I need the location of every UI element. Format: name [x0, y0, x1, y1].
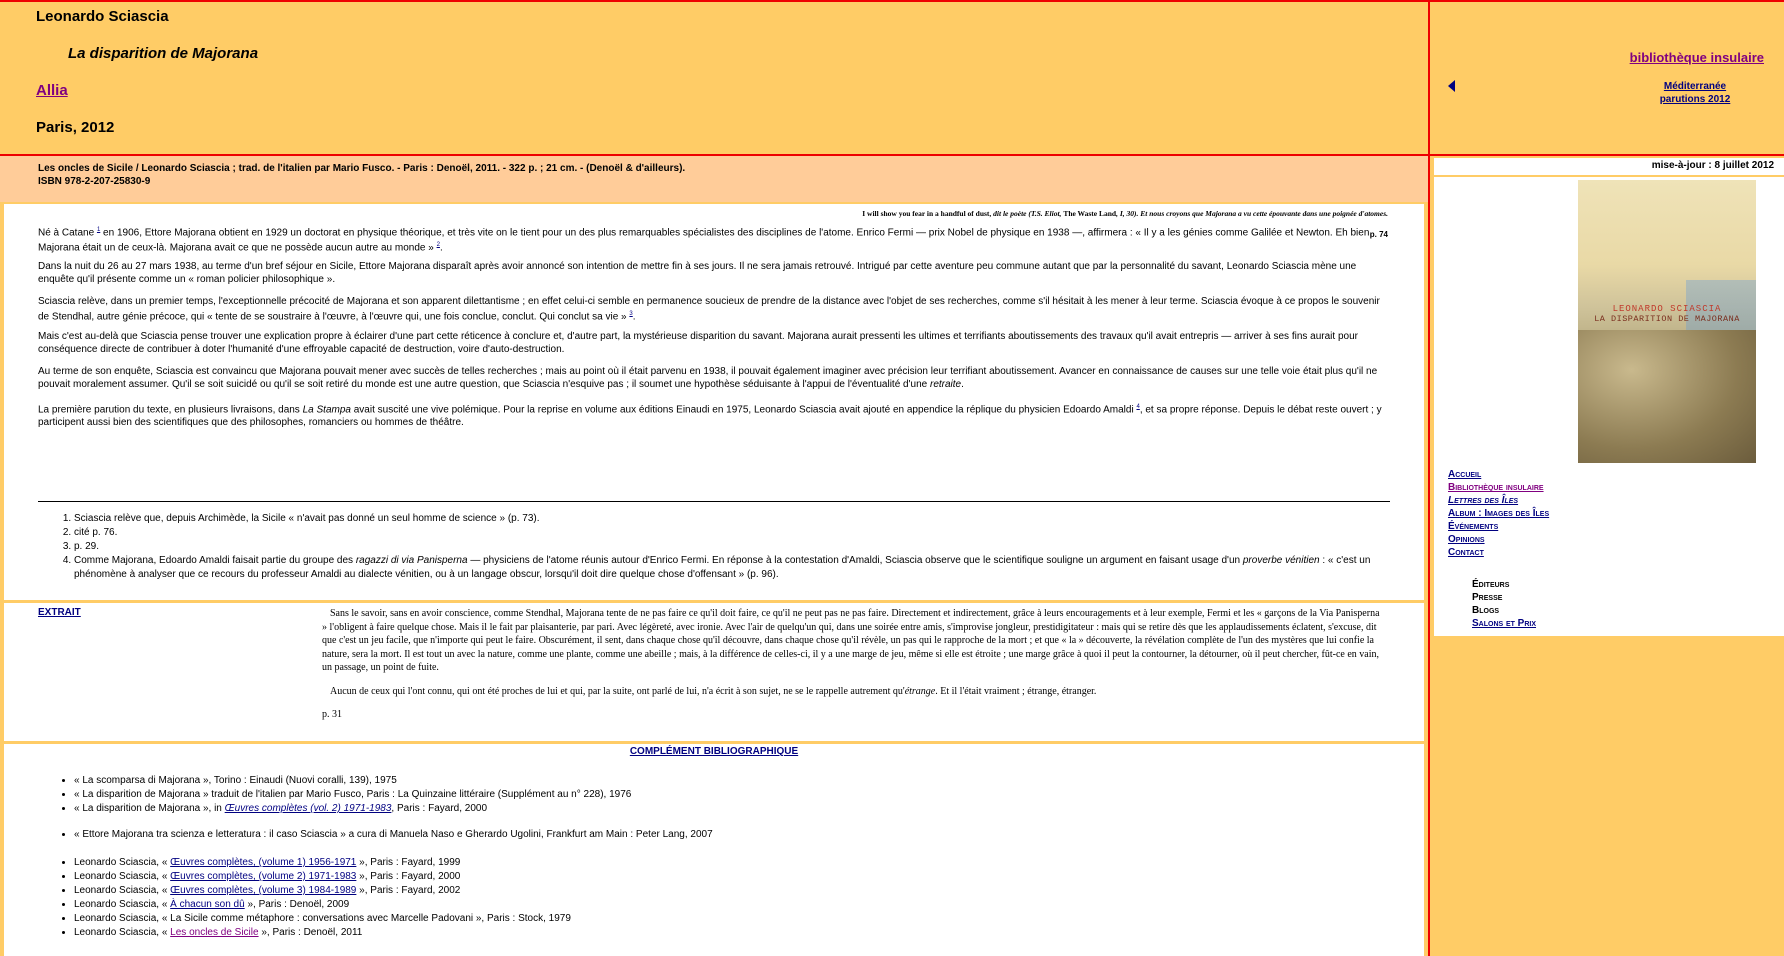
- paragraph-5: [38, 365, 1390, 391]
- extract-page: p. 31: [322, 709, 342, 720]
- oeuvres-vol3-link[interactable]: Œuvres complètes, (volume 3) 1984-1989: [170, 885, 357, 896]
- paragraph-2: Dans la nuit du 26 au 27 mars 1938, au terme d'un bref séjour en Sicile, Ettore Majorana disparaît après avoir annoncé son intention de mettre fin à ses jours. Il ne sera jamais retrouvé. Intrigué par cette aventure peu commune autant que par la personnalité du savant, Leonardo Sciascia mène une enquête qu'il présente comme un « roman policier philosophique ».: [38, 261, 1357, 285]
- text: , Paris : Fayard, 2000: [391, 803, 488, 814]
- epigraph-comment: , I, 30). Et nous croyons que Majorana a vu cette épouvante dans une poignée d'atomes.: [1116, 209, 1388, 218]
- menu-salons[interactable]: Salons et Prix: [1472, 618, 1537, 629]
- emphasis: La Stampa: [302, 404, 351, 416]
- epigraph-page: p. 74: [1369, 230, 1388, 239]
- book-cover-image: [1578, 180, 1756, 463]
- oeuvres-vol1-link[interactable]: Œuvres complètes, (volume 1) 1956-1971: [170, 857, 357, 868]
- menu-opinions[interactable]: Opinions: [1448, 534, 1485, 545]
- parutions-link[interactable]: parutions 2012: [1659, 94, 1731, 105]
- cover-author: LEONARDO SCIASCIA: [1612, 304, 1722, 314]
- section-divider: [0, 600, 1428, 602]
- mediterranee-link[interactable]: Méditerranée: [1663, 81, 1727, 92]
- list-item: [74, 926, 571, 940]
- extract-section: [4, 603, 1424, 741]
- bibliographic-record: [0, 156, 1428, 202]
- list-item: [74, 898, 571, 912]
- text: avait suscité une vive polémique. Pour la reprise en volume aux éditions Einaudi en 1975, Leonardo Sciascia avait ajouté en appendice la réplique du physicien Edoardo Amaldi: [350, 404, 1137, 416]
- epigraph: [862, 209, 1388, 218]
- text: Leonardo Sciascia, «: [74, 927, 171, 938]
- isbn: ISBN 978-2-207-25830-9: [38, 176, 151, 187]
- text: Comme Majorana, Edoardo Amaldi faisait partie du groupe des: [74, 555, 356, 566]
- footnotes-divider: [38, 501, 1390, 502]
- emphasis: proverbe vénitien: [1242, 555, 1320, 566]
- text: Leonardo Sciascia, «: [74, 871, 171, 882]
- publication-place-year: Paris, 2012: [36, 119, 115, 136]
- extract-label[interactable]: EXTRAIT: [38, 607, 81, 618]
- footnotes-list: [38, 512, 1426, 582]
- site-title: [1430, 50, 1784, 65]
- sidebar-content: [1434, 158, 1784, 636]
- footnote: 1. Sciascia relève que, depuis Archimède, la Sicile « n'avait pas donné un seul homme de science » (p. 73).: [74, 512, 1426, 526]
- list-item: • « La disparition de Majorana » traduit de l'italien par Mario Fusco, Paris : La Quinzaine littéraire (Supplément au n° 228), 1976: [74, 788, 631, 802]
- footnote-ref-2[interactable]: 2: [436, 242, 440, 249]
- biblio-list-3: [38, 856, 571, 940]
- menu-album[interactable]: Album : Images des Îles: [1448, 508, 1550, 519]
- menu-contact[interactable]: Contact: [1448, 547, 1484, 558]
- menu-accueil[interactable]: Accueil: [1448, 469, 1482, 480]
- complement-title[interactable]: COMPLÉMENT BIBLIOGRAPHIQUE: [629, 746, 799, 757]
- menu-editeurs: Éditeurs: [1472, 579, 1510, 590]
- text: — physiciens de l'atome réunis autour d'Enrico Fermi. En réponse à la contestation d'Amaldi, Sciascia observe que le scientifique souligne un argument en faisant usage d'un: [467, 555, 1243, 566]
- epigraph-attribution: dit le poète (T.S. Eliot,: [993, 209, 1064, 218]
- menu-lettres[interactable]: Lettres des Îles: [1448, 495, 1519, 506]
- footnote: 3. p. 29.: [74, 540, 1426, 554]
- list-item: [74, 870, 571, 884]
- text: La première parution du texte, en plusieurs livraisons, dans: [38, 404, 303, 416]
- text: Leonardo Sciascia, «: [74, 885, 171, 896]
- menu-blogs: Blogs: [1472, 605, 1500, 616]
- text: », Paris : Fayard, 1999: [356, 857, 461, 868]
- text: Aucun de ceux qui l'ont connu, qui ont été proches de lui et qui, par la suite, ont parlé de lui, n'a écrit à son sujet, ne se le rappelle autrement qu': [330, 685, 905, 697]
- extract-paragraph-1: Sans le savoir, sans en avoir conscience, comme Stendhal, Majorana tente de ne pas faire ce qu'il doit faire, ce qu'il ne peut pas ne pas faire. Directement et indirectement, grâce à leurs encouragements et à leur exemple, Fermi et les « garçons de la Via Panisperna » l'obligent à faire quelque chose. Mais il le fait par plaisanterie, par pari. Avec légèreté, avec ironie. Avec l'air de quelqu'un qui, dans une soirée entre amis, s'improvise jongleur, prestidigitateur : mais qui se retire dès que les applaudissements éclatent, s'excuse, dit que c'est un jeu facile, que n'importe qui peut le faire. Obscurément, il sent, dans chaque chose qu'il découvre, dans chaque chose qu'il révèle, un pas qui le rapproche de la mort ; et que « la » découverte, la révélation complète de l'un des mystères que lui confie la nature, sera la mort. Il est tout un avec la nature, comme une plante, comme une abeille ; mais, à la différence de celles-ci, il y a une marge de jeu, même si elle est étroite ; une marge grâce à quoi il peut la contourner, la détourner, où il peut chercher, fût-ce en vain, un passage, un point de fuite.: [322, 608, 1380, 673]
- book-author: Leonardo Sciascia: [36, 8, 169, 25]
- update-date: mise-à-jour : 8 juillet 2012: [1651, 160, 1774, 171]
- extract-paragraph-2: [322, 685, 1384, 699]
- footnote: [74, 554, 1426, 582]
- oeuvres-link[interactable]: Œuvres complètes (vol. 2) 1971-1983: [224, 803, 392, 814]
- text: , et sa propre réponse. Depuis le débat reste ouvert ; y participent aussi bien des scientifiques que des philosophes, romanciers ou hommes de théâtre.: [38, 404, 1382, 429]
- publisher-link[interactable]: Allia: [36, 82, 68, 99]
- text: . Et il l'était vraiment ; étrange, étranger.: [935, 685, 1097, 697]
- a-chacun-son-du-link[interactable]: À chacun son dû: [170, 899, 245, 910]
- secondary-menu: [1472, 578, 1536, 630]
- list-item: [74, 884, 571, 898]
- text: Sciascia relève, dans un premier temps, l'exceptionnelle précocité de Majorana et son apparent dilettantisme ; en effet celui-ci semble en permanence soucieux de prendre de la distance avec l'objet de ses recherches, comme s'il hésitait à les mener à leur terme. Sciascia évoque à ce propos le souvenir de Stendhal, autre génie précoce, qui « tente de se soustraire à l'œuvre, à l'œuvre qui, une fois conclue, conclut. Qui conclut sa vie »: [38, 296, 1380, 323]
- book-header: [0, 2, 1428, 154]
- update-divider: [1434, 175, 1784, 177]
- sidebar-header: [1430, 2, 1784, 154]
- extract-text: [322, 607, 1384, 722]
- text: Leonardo Sciascia, «: [74, 899, 171, 910]
- text: Au terme de son enquête, Sciascia est convaincu que Majorana pouvait mener avec succès de telles recherches ; mais au point où il était parvenu en 1938, il pouvait également imaginer avec précision leur terrifiant aboutissement. Avancer en connaissance de causes sur une telle voie était plus qu'il ne pouvait moralement assumer. Qu'il se soit suicidé ou qu'il se soit retiré du monde est une autre question, que Sciascia n'esquive pas ; il soumet une hypothèse séduisante à l'appui de l'éventualité d'une: [38, 366, 1378, 390]
- text: », Paris : Denoël, 2009: [244, 899, 350, 910]
- text: », Paris : Fayard, 2002: [356, 885, 461, 896]
- footnote-ref-3[interactable]: 3: [629, 311, 633, 317]
- emphasis: étrange: [904, 685, 936, 697]
- main-menu: [1448, 468, 1549, 559]
- list-item: [74, 856, 571, 870]
- menu-bibliotheque[interactable]: Bibliothèque insulaire: [1448, 482, 1544, 493]
- text: Leonardo Sciascia, «: [74, 857, 171, 868]
- section-link: [1630, 80, 1760, 106]
- text: : « c'est un phénomène à analyser que ce recours du professeur Amaldi au dialecte vénitien, ou à un langage obscur, lorsqu'il doit dire quelque chose d'offensant » (p. 96).: [74, 555, 1371, 580]
- list-item: • « Ettore Majorana tra scienza e letteratura : il caso Sciascia » a cura di Manuela Naso e Gherardo Ugolini, Frankfurt am Main : Peter Lang, 2007: [74, 828, 713, 842]
- epigraph-work: The Waste Land: [1063, 209, 1117, 218]
- complement-section: [4, 744, 1424, 956]
- text: Né à Catane: [38, 227, 97, 239]
- oncles-de-sicile-link[interactable]: Les oncles de Sicile: [170, 927, 259, 938]
- bibliographic-line: Les oncles de Sicile / Leonardo Sciascia ; trad. de l'italien par Mario Fusco. - Paris : Denoël, 2011. - 322 p. ; 21 cm. - (Denoël & d'ailleurs).: [38, 163, 686, 174]
- paragraph-6: [38, 401, 1390, 429]
- cover-town: [1578, 330, 1756, 463]
- footnote: 2. cité p. 76.: [74, 526, 1426, 540]
- text: .: [632, 311, 636, 323]
- section-divider: [0, 741, 1428, 743]
- menu-evenements[interactable]: Événements: [1448, 521, 1499, 532]
- paragraph-4: Mais c'est au-delà que Sciascia pense trouver une explication propre à éclairer d'une part cette réticence à conclure et, d'autre part, la mystérieuse disparition du savant. Majorana aurait pressenti les ultimes et terrifiants aboutissements des travaux qu'il avait entrepris — arriver à ses fins aurait pour conséquence directe de contribuer à doter l'humanité d'une effroyable capacité de destruction, voire d'auto-destruction.: [38, 331, 1358, 355]
- text: », Paris : Denoël, 2011: [258, 927, 363, 938]
- oeuvres-vol2-link[interactable]: Œuvres complètes, (volume 2) 1971-1983: [170, 871, 357, 882]
- text: en 1906, Ettore Majorana obtient en 1929 un doctorat en physique théorique, et très vite on le tient pour un des plus remarquables spécialistes des disciplines de l'atome. Enrico Fermi — prix Nobel de physique en 1938 —, affirmera : « Il y a les génies comme Galilée et Newton. Eh bien, Majorana était un de ceux-là. Majorana avait ce que ne possède aucun autre au monde »: [38, 227, 1373, 254]
- right-sidebar: [1430, 0, 1784, 956]
- biblio-list-2: [38, 828, 713, 842]
- site-title-link[interactable]: bibliothèque insulaire: [1629, 50, 1764, 65]
- footnote-ref-4[interactable]: 4: [1136, 404, 1140, 410]
- menu-presse: Presse: [1472, 592, 1503, 603]
- text: .: [439, 242, 443, 254]
- book-title: La disparition de Majorana: [68, 45, 259, 62]
- emphasis: retraite: [930, 379, 962, 390]
- list-item: • Leonardo Sciascia, « La Sicile comme métaphore : conversations avec Marcelle Padovani », Paris : Stock, 1979: [74, 912, 571, 926]
- cover-title: LA DISPARITION DE MAJORANA: [1594, 314, 1740, 324]
- epigraph-quote: I will show you fear in a handful of dust,: [862, 209, 994, 218]
- list-item: [74, 802, 631, 816]
- review-body: [4, 204, 1424, 600]
- previous-arrow-icon[interactable]: [1448, 80, 1455, 92]
- text: », Paris : Fayard, 2000: [356, 871, 461, 882]
- paragraph-3: [38, 295, 1390, 323]
- biblio-list-1: [38, 774, 631, 816]
- footnote-ref-1[interactable]: 1: [96, 227, 101, 233]
- text: « La disparition de Majorana », in: [74, 803, 225, 814]
- emphasis: ragazzi di via Panisperna: [355, 555, 468, 566]
- paragraph-1: [38, 224, 1390, 255]
- sidebar-divider: [1430, 154, 1784, 156]
- text: .: [961, 379, 964, 390]
- list-item: • « La scomparsa di Majorana », Torino : Einaudi (Nuovi coralli, 139), 1975: [74, 774, 631, 788]
